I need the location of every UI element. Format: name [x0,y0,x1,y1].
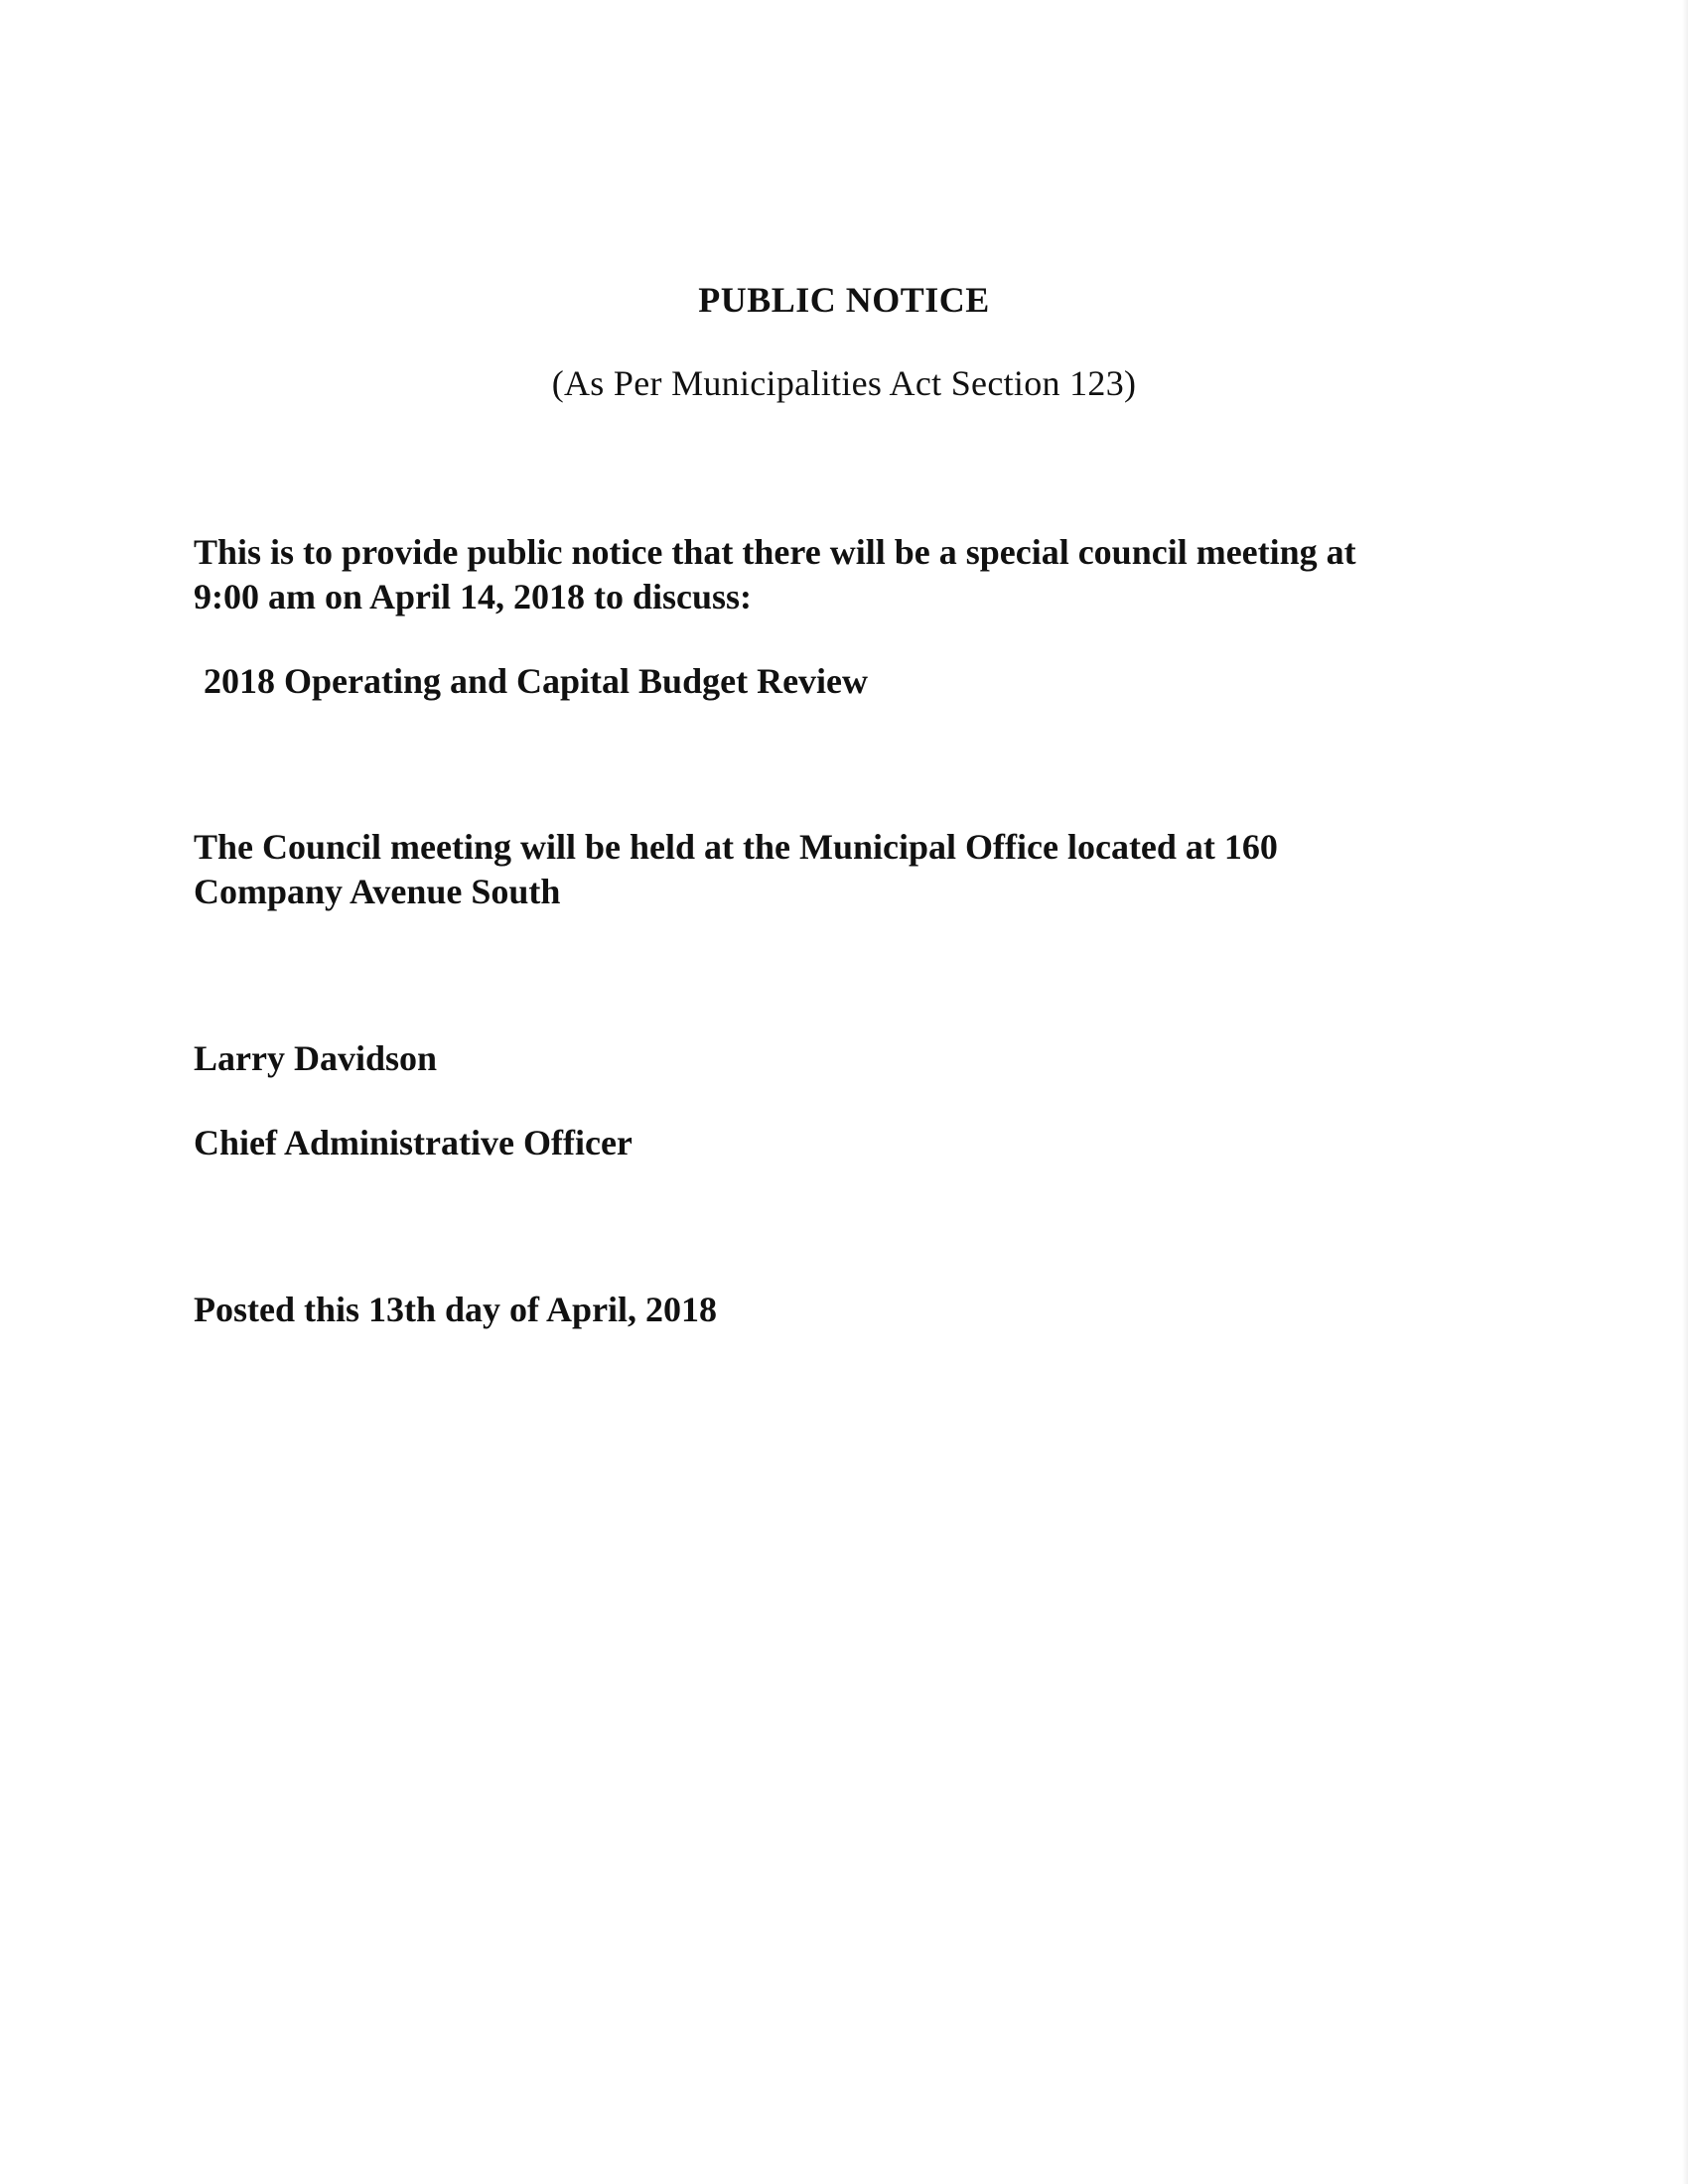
intro-line-2: 9:00 am on April 14, 2018 to discuss: [194,577,753,616]
signatory-name: Larry Davidson [194,1038,438,1078]
notice-subtitle: (As Per Municipalities Act Section 123) [551,363,1137,403]
signatory-title: Chief Administrative Officer [194,1123,633,1162]
notice-title: PUBLIC NOTICE [698,280,990,320]
location-line-1: The Council meeting will be held at the Municipal Office located at 160 [194,827,1278,867]
agenda-item: 2018 Operating and Capital Budget Review [204,661,869,701]
intro-line-1: This is to provide public notice that there will be a special council meeting at [194,532,1356,572]
location-line-2: Company Avenue South [194,872,561,911]
scan-edge-shadow [1682,0,1688,2184]
posted-date: Posted this 13th day of April, 2018 [194,1290,718,1329]
